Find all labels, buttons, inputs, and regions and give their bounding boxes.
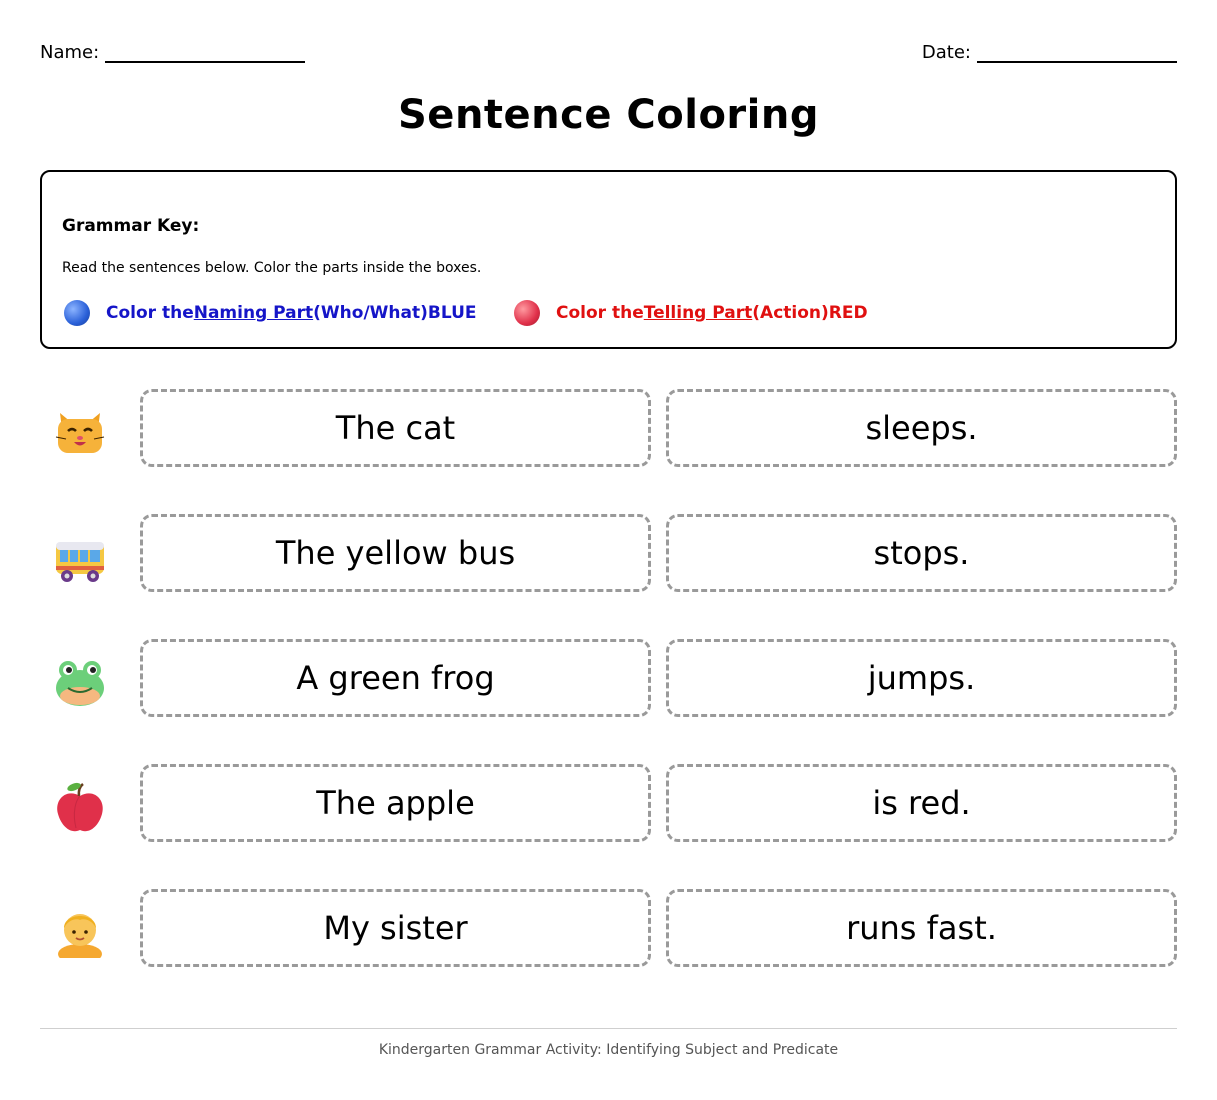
apple-icon: [54, 782, 106, 834]
predicate-box[interactable]: jumps.: [666, 639, 1177, 717]
legend-blue-suffix: (Who/What)BLUE: [313, 303, 477, 323]
date-field[interactable]: [922, 42, 1177, 63]
legend-naming-part: [64, 300, 477, 326]
page-title: Sentence Coloring: [398, 92, 819, 138]
date-line[interactable]: [977, 45, 1177, 63]
child-icon: [54, 906, 106, 958]
subject-box[interactable]: The yellow bus: [140, 514, 651, 592]
grammar-key-box: [40, 170, 1177, 349]
legend-blue-part: Naming Part: [193, 303, 314, 323]
predicate-box[interactable]: sleeps.: [666, 389, 1177, 467]
grammar-key-title: Grammar Key:: [62, 216, 200, 236]
subject-box[interactable]: A green frog: [140, 639, 651, 717]
date-label: Date:: [921, 42, 971, 63]
subject-box[interactable]: My sister: [140, 889, 651, 967]
footer-divider: [40, 1028, 1177, 1029]
footer-text: Kindergarten Grammar Activity: Identifying Subject and Predicate: [378, 1042, 839, 1058]
red-circle-icon: [514, 300, 540, 326]
legend-red-suffix: (Action)RED: [752, 303, 868, 323]
bus-icon: [54, 534, 106, 586]
blue-circle-icon: [64, 300, 90, 326]
legend-blue-prefix: Color the: [106, 303, 194, 323]
frog-face-icon: [54, 656, 106, 708]
grammar-key-instruction: Read the sentences below. Color the parts inside the boxes.: [62, 260, 482, 276]
predicate-box[interactable]: runs fast.: [666, 889, 1177, 967]
name-field[interactable]: [40, 42, 305, 63]
predicate-box[interactable]: is red.: [666, 764, 1177, 842]
name-line[interactable]: [105, 45, 305, 63]
legend-red-prefix: Color the: [556, 303, 644, 323]
subject-box[interactable]: The cat: [140, 389, 651, 467]
subject-box[interactable]: The apple: [140, 764, 651, 842]
legend-telling-part: [514, 300, 868, 326]
legend-red-part: Telling Part: [643, 303, 753, 323]
name-label: Name:: [40, 42, 100, 63]
predicate-box[interactable]: stops.: [666, 514, 1177, 592]
cat-face-icon: [54, 405, 106, 457]
